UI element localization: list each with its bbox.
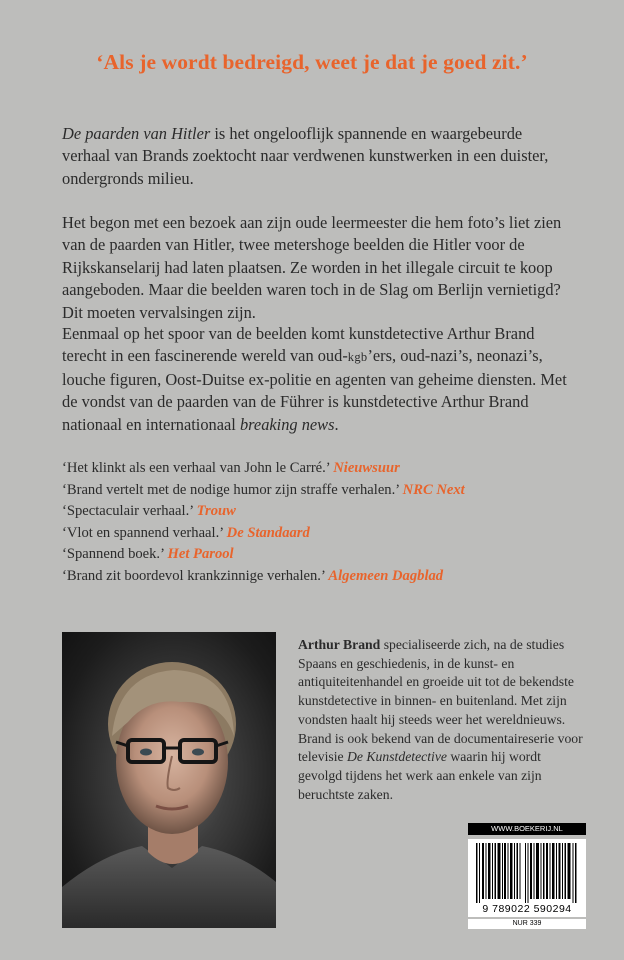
quote-source: Nieuwsuur [333, 460, 400, 476]
quote-text: ‘Spectaculair verhaal.’ [62, 503, 197, 519]
author-portrait-illustration [62, 632, 276, 928]
bio-text-2: waarin hij wordt gevolgd tijdens het werk aan enkele van zijn beruchtste zaken. [298, 749, 542, 802]
quote-source: Het Parool [167, 546, 234, 562]
detective-text-2: ’ers, oud-nazi’s, neonazi’s, louche figuren, Oost-Duitse ex-politie en agenten van geheime diensten. Met de vondst van de paarden van de Führer is kunstdetective Arthur Brand nationaal en internationaal [62, 346, 567, 434]
intro-paragraph [62, 123, 572, 190]
quote-item [62, 458, 582, 480]
quote-source: Trouw [196, 503, 236, 519]
isbn-number: 9 789022 590294 [468, 903, 586, 915]
quote-item [62, 501, 582, 523]
book-title: De paarden van Hitler [62, 124, 211, 143]
detective-paragraph [62, 323, 572, 436]
kgb-abbr: kgb [347, 350, 368, 365]
tagline-quote: ‘Als je wordt bedreigd, weet je dat je goed zit.’ [96, 50, 528, 74]
quote-source: De Standaard [226, 524, 310, 541]
quote-source: Algemeen Dagblad [328, 567, 444, 584]
quote-text: ‘Brand zit boordevol krankzinnige verhalen.’ [62, 567, 329, 584]
quote-source: NRC Next [402, 481, 465, 498]
nur-code: NUR 339 [468, 919, 586, 929]
bio-text-1: specialiseerde zich, na de studies Spaans en geschiedenis, in de kunst- en antiquiteitenhandel en groeide uit tot de bekendste kunstdetective in binnen- en buitenland. Met zijn vondsten haalt hij steeds weer het wereldnieuws. Brand is ook bekend van de documentaireserie voor televisie [298, 637, 583, 765]
quote-text: ‘Het klinkt als een verhaal van John le Carré.’ [62, 460, 334, 476]
author-bio [298, 636, 588, 804]
detective-text-3: . [334, 414, 339, 434]
detective-text-1: Eenmaal op het spoor van de beelden komt kunstdetective Arthur Brand terecht in een fascinerende wereld van oud- [62, 324, 535, 366]
story-text: Het begon met een bezoek aan zijn oude leermeester die hem foto’s liet zien van de paarden van Hitler, twee metershoge beelden die Hitler voor de Rijkskanselarij had laten plaatsen. Ze worden in het illegale circuit te koop aangeboden. Maar die beelden waren toch in de Slag om Berlijn vernietigd? Dit moeten vervalsingen zijn. [62, 213, 562, 322]
breaking-news: breaking news [239, 414, 335, 434]
author-name: Arthur Brand [298, 637, 381, 652]
quote-text: ‘Spannend boek.’ [62, 546, 168, 562]
quote-item [62, 523, 582, 545]
quote-item [62, 566, 582, 588]
quote-item [62, 544, 582, 566]
intro-text: is het ongelooflijk spannende en waargebeurde verhaal van Brands zoektocht naar verdwenen kunstwerken in een duister, ondergronds milieu. [62, 124, 549, 188]
barcode-block [468, 823, 586, 929]
quote-item [62, 480, 582, 502]
quote-text: ‘Vlot en spannend verhaal.’ [62, 524, 227, 541]
tv-series-title: De Kunstdetective [347, 749, 447, 765]
barcode [468, 839, 586, 917]
publisher-url: WWW.BOEKERIJ.NL [468, 823, 586, 835]
review-quotes [62, 458, 582, 587]
quote-text: ‘Brand vertelt met de nodige humor zijn straffe verhalen.’ [62, 481, 403, 498]
author-photo [62, 632, 276, 928]
story-paragraph [62, 212, 572, 324]
